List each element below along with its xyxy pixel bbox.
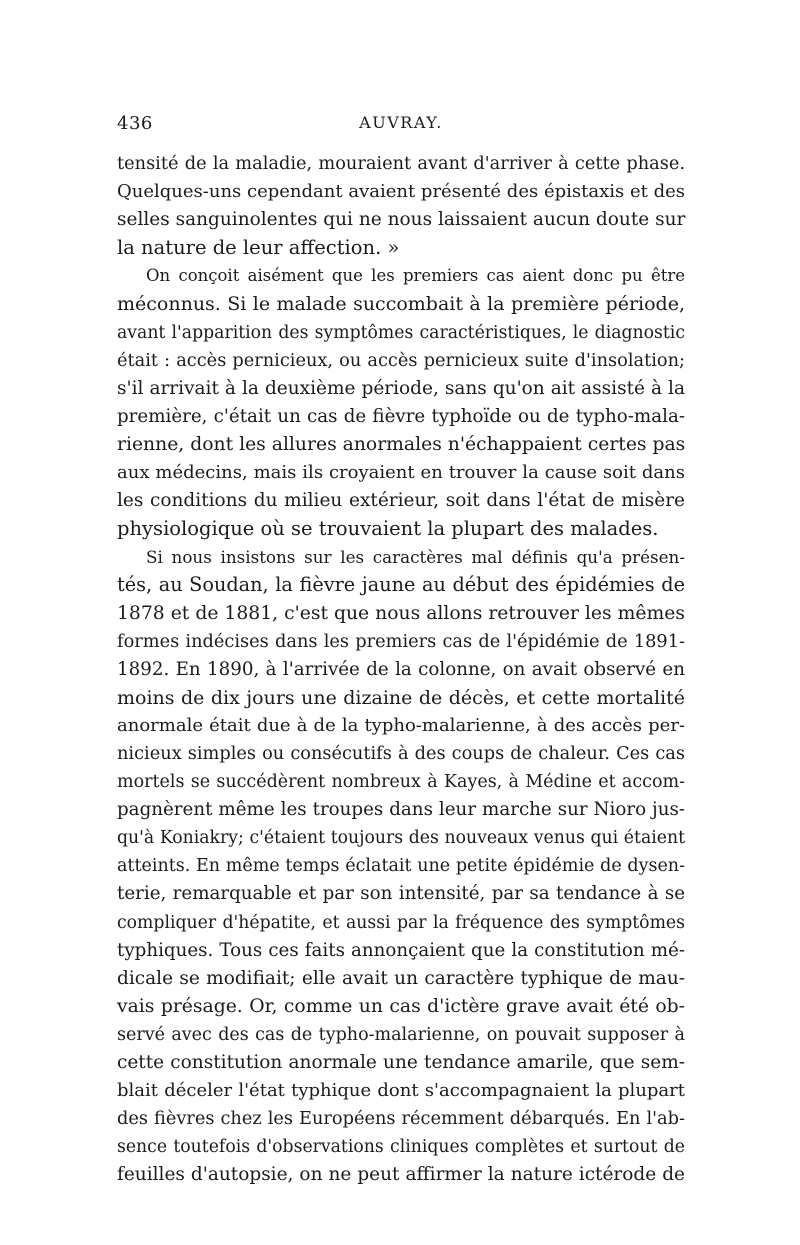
text-line: feuilles d'autopsie, on ne peut affirmer la nature ictérode de [117,1164,685,1186]
text-line: méconnus. Si le malade succombait à la première période, [117,293,685,316]
text-line: les conditions du milieu extérieur, soit dans l'état de misère [117,490,685,512]
text-line: 1892. En 1890, à l'arrivée de la colonne, on avait observé en [117,658,685,680]
text-line: blait déceler l'état typhique dont s'accompagnaient la plupart [117,1080,685,1102]
text-line: aux médecins, mais ils croyaient en trouver la cause soit dans [117,462,685,484]
text-line: s'il arrivait à la deuxième période, sans qu'on ait assisté à la [117,377,685,399]
text-line: la nature de leur affection. » [117,236,400,260]
text-line: atteints. En même temps éclatait une petite épidémie de dysen- [117,856,685,877]
text-line: vais présage. Or, comme un cas d'ictère grave avait été ob- [117,995,685,1017]
text-line: Si nous insistons sur les caractères mal définis qu'a présen- [146,547,685,568]
text-line: formes indécises dans les premiers cas de l'épidémie de 1891- [117,631,685,652]
text-line: typhiques. Tous ces faits annonçaient que la constitution mé- [117,939,685,961]
text-line: On conçoit aisément que les premiers cas aient donc pu être [146,266,685,286]
text-line: Quelques-uns cependant avaient présenté des épistaxis et des [117,181,685,203]
text-line: servé avec des cas de typho-malarienne, on pouvait supposer à [117,1024,685,1045]
text-line: selles sanguinolentes qui ne nous laissaient aucun doute sur [117,209,686,231]
page-header [117,113,685,141]
text-line: pagnèrent même les troupes dans leur marche sur Nioro jus- [117,799,685,821]
body-text [117,150,685,1189]
text-line: rienne, dont les allures anormales n'échappaient certes pas [117,433,686,455]
text-line: 1878 et de 1881, c'est que nous allons retrouver les mêmes [117,602,685,624]
text-line: première, c'était un cas de fièvre typhoïde ou de typho-mala- [117,405,685,427]
text-line: mortels se succédèrent nombreux à Kayes, à Médine et accom- [117,772,685,793]
text-line: était : accès pernicieux, ou accès pernicieux suite d'insolation; [117,350,685,371]
text-line: dicale se modifiait; elle avait un caractère typhique de mau- [117,967,685,989]
text-line: sence toutefois d'observations cliniques complètes et surtout de [117,1137,685,1158]
running-head: AUVRAY. [359,113,443,132]
text-line: des fièvres chez les Européens récemment débarqués. En l'ab- [117,1109,685,1130]
text-line: cette constitution anormale une tendance amarile, que sem- [117,1052,685,1073]
text-line: nicieux simples ou consécutifs à des coups de chaleur. Ces cas [117,743,685,764]
text-line: avant l'apparition des symptômes caractéristiques, le diagnostic [117,322,685,343]
text-line: tensité de la maladie, mouraient avant d'arriver à cette phase. [117,154,685,174]
text-line: anormale était due à de la typho-malarienne, à des accès per- [117,714,685,736]
text-line: tés, au Soudan, la fièvre jaune au début des épidémies de [117,573,685,597]
text-line: qu'à Koniakry; c'étaient toujours des nouveaux venus qui étaient [117,828,685,849]
page-number: 436 [117,113,153,134]
text-line: terie, remarquable et par son intensité, par sa tendance à se [117,883,685,905]
text-line: compliquer d'hépatite, et aussi par la fréquence des symptômes [117,912,685,933]
text-line: physiologique où se trouvaient la plupart des malades. [117,517,659,541]
text-line: moins de dix jours une dizaine de décès, et cette mortalité [117,686,685,709]
